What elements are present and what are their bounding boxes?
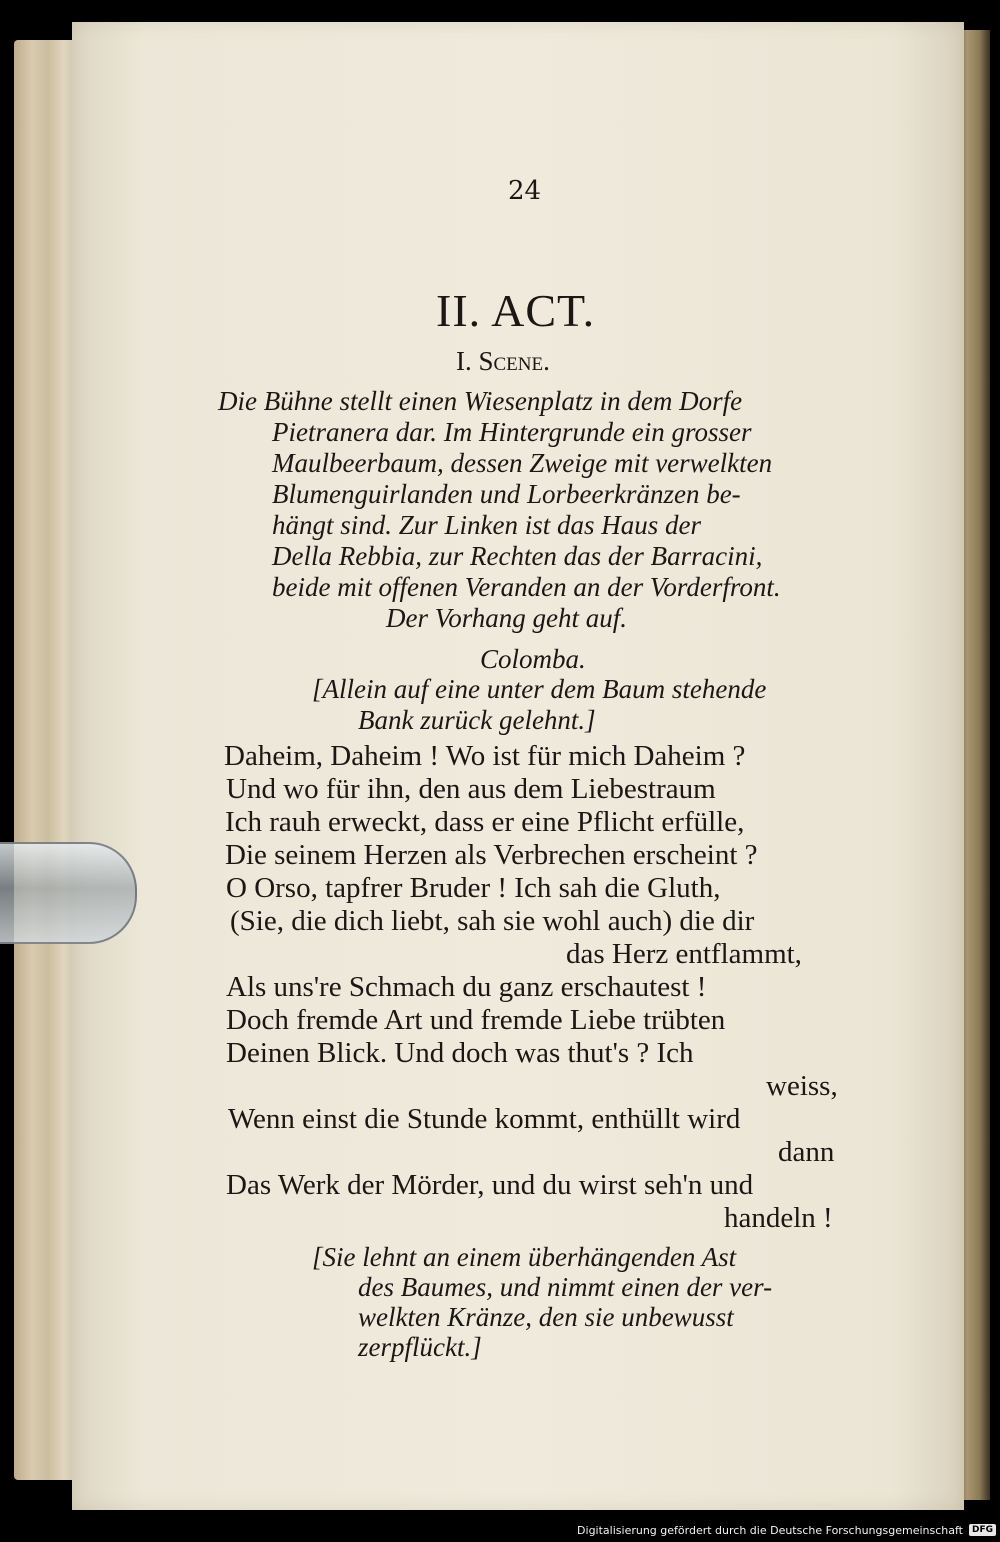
- verse-line: Doch fremde Art und fremde Liebe trübten: [226, 1004, 726, 1036]
- stage-direction-line: beide mit offenen Veranden an der Vorderfront.: [272, 572, 781, 602]
- speaker-name: Colomba.: [480, 644, 586, 674]
- dfg-logo: DFG: [969, 1524, 996, 1536]
- verse-line: Das Werk der Mörder, und du wirst seh'n und: [226, 1169, 754, 1201]
- stage-direction-line: Blumenguirlanden und Lorbeerkränzen be-: [272, 479, 741, 509]
- verse-line: das Herz entflammt,: [566, 938, 802, 970]
- page-number: 24: [508, 176, 542, 206]
- stage-direction-line: [Sie lehnt an einem überhängenden Ast: [312, 1242, 737, 1272]
- verse-line: Daheim, Daheim ! Wo ist für mich Daheim ?: [224, 740, 746, 772]
- stage-direction-line: hängt sind. Zur Linken ist das Haus der: [272, 510, 702, 540]
- verse-line: dann: [778, 1136, 835, 1168]
- funding-credit: [573, 1518, 1000, 1542]
- stage-direction-line: Della Rebbia, zur Rechten das der Barracini,: [272, 541, 763, 571]
- page-clip: [0, 842, 137, 944]
- verse-line: Und wo für ihn, den aus dem Liebestraum: [226, 773, 716, 805]
- scene-title: I. Scene.: [456, 346, 550, 376]
- verse-line: O Orso, tapfrer Bruder ! Ich sah die Gluth,: [226, 872, 721, 904]
- stage-direction-line: Der Vorhang geht auf.: [386, 603, 627, 633]
- verse-line: Als uns're Schmach du ganz erschautest !: [226, 971, 707, 1003]
- credit-text: Digitalisierung gefördert durch die Deutsche Forschungsgemeinschaft: [577, 1523, 963, 1537]
- stage-direction-line: Die Bühne stellt einen Wiesenplatz in dem Dorfe: [218, 386, 743, 416]
- page-stack-edges: [14, 40, 76, 1480]
- stage-direction-line: [Allein auf eine unter dem Baum stehende: [312, 674, 767, 704]
- stage-direction-line: welkten Kränze, den sie unbewusst: [358, 1302, 734, 1332]
- verse-line: Deinen Blick. Und doch was thut's ? Ich: [226, 1037, 694, 1069]
- verse-line: Wenn einst die Stunde kommt, enthüllt wird: [228, 1103, 741, 1135]
- verse-line: Die seinem Herzen als Verbrechen erscheint ?: [225, 839, 758, 871]
- verse-line: (Sie, die dich liebt, sah sie wohl auch) die dir: [230, 905, 755, 937]
- act-title: II. ACT.: [436, 285, 596, 336]
- stage-direction-line: Maulbeerbaum, dessen Zweige mit verwelkten: [272, 448, 773, 478]
- verse-line: handeln !: [724, 1202, 833, 1234]
- stage-direction-line: zerpflückt.]: [358, 1332, 482, 1362]
- verse-line: Ich rauh erweckt, dass er eine Pflicht erfülle,: [225, 806, 745, 838]
- stage-direction-line: Pietranera dar. Im Hintergrunde ein grosser: [272, 417, 752, 447]
- stage-direction-line: Bank zurück gelehnt.]: [358, 705, 596, 735]
- stage-direction-line: des Baumes, und nimmt einen der ver-: [358, 1272, 773, 1302]
- verse-line: weiss,: [766, 1070, 838, 1102]
